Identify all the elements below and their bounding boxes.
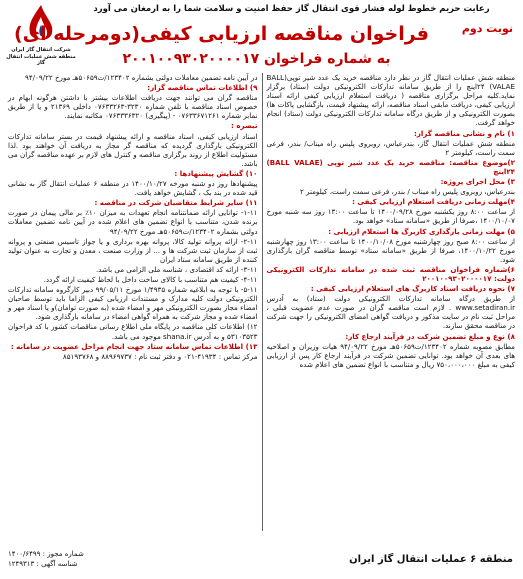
paragraph: بندرعباس، روبروی پلیس راه میناب / بندر، فرعی سمت راست، کیلومتر ۲ [299,187,515,197]
section-heading: ۱) نام و نشانی مناقصه گزار: [413,128,515,138]
paragraph: ۲-۱۱- ارائه پروانه تولید کالا، پروانه بهره برداری و یا جواز تاسیس صنعتی و پروانه ثبت از سازمان ثبت شرکت ها و ... از وزارت صنعت ، معدن و تجارت به عنوان تولید کننده از طریق سامانه ستاد ایران [8,236,258,264]
notice-subtitle: به شماره فراخوان ۲۰۰۱۰۰۹۳۰۲۰۰۰۰۱۷ [122,51,391,67]
paragraph: ۱-۱۱- توانایی ارائه ضمانتنامه انجام تعهدات به میزان ۱۰٪ بر مالی پیمان در صورت برنده شدن، متناسب با انواع تضمین های اعلام شده در آیین نامه تضمین معاملات دولتی بشماره ۱۲۳۴۰۲/ت۵۰۶۵۹هـ مورخ ۹۴/۰۹/۲۲ [8,208,258,236]
paragraph: مناقصه گران می توانند جهت دریافت اطلاعات بیشتر با داشتن هرگونه ابهام در خصوص اسناد مناقصه با تلفن شماره ۳۲۳۰-۰۷۶۳۳۲۶۳ داخلی ۲۱۳۶۹ و یا از طریق نمابر شماره ۰۷۶۳۳۶۷۱۲۶۱ - (پیگیری) ۰۷۶۳۳۳۶۳۲۰ مکاتبه نمایند. [8,93,258,121]
footer [4,543,519,571]
paragraph: از طریق درگاه سامانه تدارکات الکترونیکی دولت (ستاد) به آدرس www.setadiran.ir . لازم است مناقصه گران در صورت عدم عضویت قبلی ، مراحل ثبت نام در سایت مذکور و دریافت گواهی امضای الکترونیکی را جهت شرکت در مناقصه محقق سازند. [266,294,515,331]
notice-body [4,73,519,531]
paragraph: در آیین نامه تضمین معاملات دولتی بشماره ۱۲۳۴۰۲/ت۵۰۶۵۹هـ مورخ ۹۴/۰۹/۲۲ [25,73,258,82]
logo-region-name: منطقه شش عملیات انتقال گاز [6,53,76,66]
paragraph: ۵-۱۱- با توجه به ابلاغیه شماره ۱/۴۹۳۵ مورخ ۹۹/۰۵/۱۱ دبیر کارگروه سامانه تدارکات الکترونیکی دولت کلیه مدارک و مستندات ارزیابی کیفی الزاما باید توسط صاحبان امضاء مجاز بصورت الکترونیکی مهر و امضاء شده (به صورت توامان)و یا اسناد مهر و امضاء شده و مجاز شرکت به همراه گواهی امضاء در سامانه بارگذاری شود. [8,285,258,322]
paragraph: منطقه شش عملیات انتقال گاز، بندرعباس، روبروی پلیس راه میناب/ بندر، فرعی سمت راست، کیلومتر ۲ [266,138,515,157]
section-heading: ۱۱) سایر شرایط متقاضیان شرکت در مناقصه : [94,198,258,208]
left-column [4,73,262,531]
paragraph: منطقه شش عملیات انتقال گاز در نظر دارد مناقصه خرید یک عدد شیر توپی(BALL VALAE) ۲۴اینچ را از طریق سامانه تدارکات الکترونیکی دولت (ستاد) برگزار نماید.کلیه مراحل برگزاری مناقصه ( دریافت استعلام ارزیابی کیفی ارائه اسناد ارزیابی کیفی، دریافت مابقی اسناد مناقصه، ارائه پیشنهاد قیمت، بازگشایی پاکات ها) بصورت الکترونیکی و از طریق درگاه سامانه تدارکات الکترونیکی دولت (ستاد) انجام خواهد گرفت. [266,73,515,128]
section-heading: تبصره : [231,121,258,131]
section-heading: ۴)مهلت زمانی دریافت استعلام ارزیابی کیفی : [352,197,515,207]
section-heading: ۳) محل اجرای پروژه: [440,177,515,187]
paragraph: اسناد ارزیابی کیفی، اسناد مناقصه و ارائه پیشنهاد قیمت در بستر سامانه تدارکات الکترونیکی بارگذاری گردیده که مناقصه گر مجاز به دریافت آن خواهند بود .لذا مسئولیت اطلاع از روند برگزاری مناقصه و کنترل های لازم بر عهده مناقصه گران می باشد. [8,131,258,168]
section-heading: ۵) مهلت زمانی بارگذاری کاربرگ ها استعلام ارزیابی : [328,226,515,236]
paragraph: ۴-۱۱- کیفیت هم متناسب با کالای ساخت داخل با لحاظ کیفیت ارائه گردد. [43,274,258,284]
notice-title: فراخوان مناقصه ارزیابی کیفی(دومرحله ای) [13,23,429,45]
header [4,16,519,80]
paragraph: ۳-۱۱- ارائه کد اقتصادی ، شناسه ملی الزامی می باشد. [96,264,258,274]
paragraph: مرکز تماس : ۴۱۹۳۴-۰۲۱ و دفتر ثبت نام : ۸۸۹۶۹۷۳۷ و ۸۵۱۹۳۷۶۸ [62,351,258,361]
tender-notice [4,3,519,571]
section-heading: ۶)شماره فراخوان مناقصه ثبت شده در سامانه تدارکات الکترونیکی دولت: ۲۰۰۱۰۰۹۳۰۲۰۰۰۰۱۷ [266,264,515,283]
ad-id: شناسه آگهی : ۱۲۴۹۳۱۳ [8,559,78,568]
section-heading: ۹) اطلاعات تماس مناقصه گزار: [147,83,258,93]
safety-banner: رعایت حریم خطوط لوله فشار قوی انتقال گاز حفظ امنیت و سلامت شما را به ارمغان می آورد [93,4,490,14]
footer-region: منطقه ۶ عملیات انتقال گاز ایران [349,554,513,565]
logo-company-name: شرکت انتقال گاز ایران [11,47,71,53]
paragraph: مطابق مصوبه شماره ۱۲۳۴۰۲/ت۵۰۶۵۹هـ مورخ ۹۴/۰۹/۲۲ هیات وزیران و اصلاحیه های بعدی آن خواهد بود. توانایی تضمین شرکت در فرآیند ارجاع کار پس از ارزیابی کیفی به مبلغ ۷۵۰،۰۰۰،۰۰۰ ریال و متناسب با انواع تضمین های اعلام شده [266,341,515,369]
paragraph: ۱۲) اطلاعات کلی مناقصه در پایگاه ملی اطلاع رسانی مناقصات کشور با کد فراخوان ۵۳۱۰۳۵۲۳ و به آدرس shana.ir موجود می باشد. [8,322,258,341]
turn-label: نوبت دوم [461,22,513,35]
paragraph: پیشنهادها روز دو شنبه مورخه ۱۴۰۰/۱۰/۲۷ در منطقه ۶ عملیات انتقال گاز به نشانی قید شده در بند یک ، گشایش خواهد یافت. [8,179,258,198]
footer-meta [8,550,84,569]
section-heading: ۸) نوع و مبلغ تضمین شرکت در فرآیند ارجاع کار: [345,331,515,341]
right-column [262,73,520,531]
section-heading: ۲)موضوع مناقصه: مناقصه خرید یک عدد شیر توپی (BALL VALAE) ۲۴اینچ [266,157,515,176]
section-heading: ۱۰) گشایش پیشنهادها : [174,168,258,178]
section-heading: ۷) نحوه دریافت اسناد کاربرگ های استعلام ارزیابی کیفی : [310,284,515,294]
section-heading: ۱۳) اطلاعات تماس سامانه ستاد جهت انجام مراحل عضویت در سامانه : [10,341,258,351]
permit-number: شماره مجوز : ۱۴۰۰/۶۴۹۹ [8,550,84,558]
paragraph: از ساعت ۸:۰۰ صبح روز چهارشنبه مورخ ۱۴۰۰/۱۰/۰۸ تا ساعت ۱۳:۰۰ روز چهارشنبه مورخ ۱۴۰۰/۱۰/۲۲، صرفا از طریق «سامانه ستاد» توسط مناقصه گران بارگذاری شود. [266,236,515,264]
paragraph: از ساعت ۸:۰۰ روز یکشنبه مورخ ۱۴۰۰/۰۹/۲۸ تا ساعت ۱۳:۰۰ روز سه شنبه مورخ ۱۴۰۰/۱۰/۰۷ ،صرفا از طریق «سامانه ستاد» خواهد بود. [266,207,515,226]
